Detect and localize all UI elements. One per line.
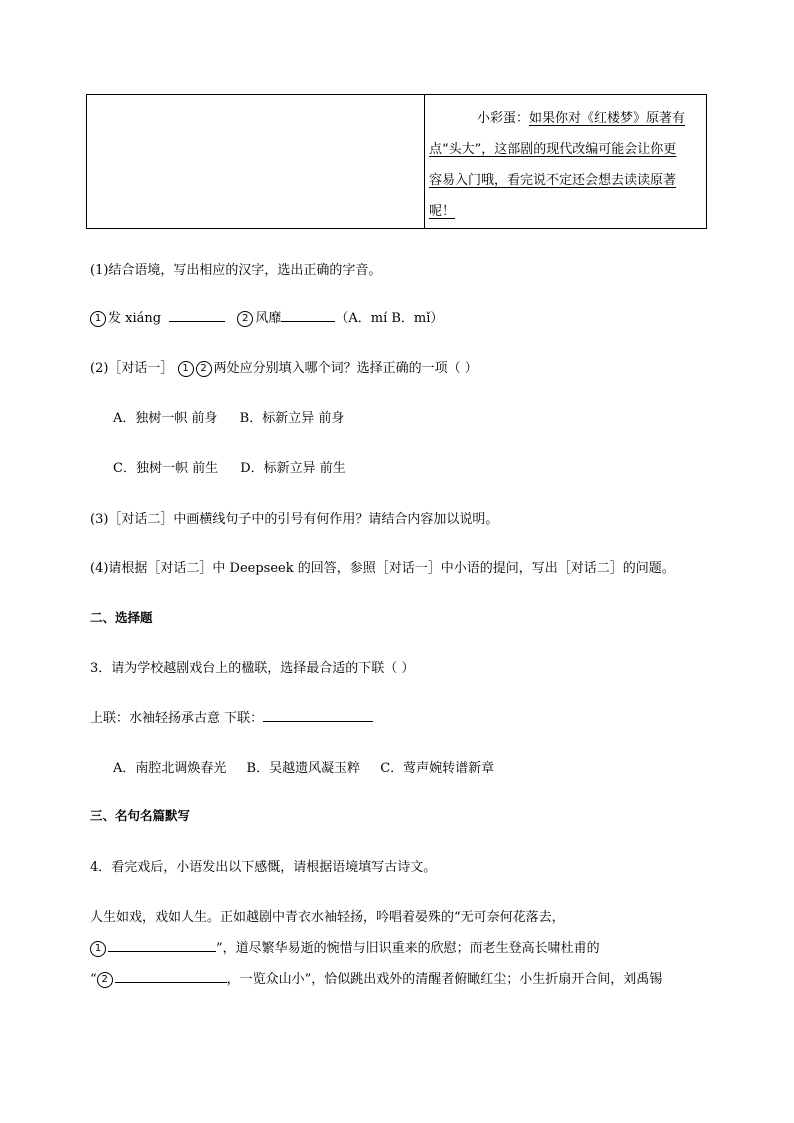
problem-4: 4．看完戏后，小语发出以下感慨，请根据语境填写古诗文。 bbox=[90, 860, 437, 875]
easter-egg-line: 点“头大”，这部剧的现代改编可能会让你更 bbox=[429, 142, 677, 157]
question-2 bbox=[90, 357, 478, 377]
question-1-items bbox=[90, 307, 443, 327]
couplet-blank[interactable] bbox=[263, 707, 373, 722]
q2-options-row-2 bbox=[113, 457, 346, 476]
easter-egg-line: 如果你对《红楼梦》原著有 bbox=[529, 111, 686, 126]
option-a[interactable]: A．独树一帜 前身 bbox=[113, 411, 218, 426]
item-2-text: 风靡 bbox=[255, 311, 282, 326]
option-c[interactable]: C．独树一帜 前生 bbox=[113, 461, 219, 476]
passage-line-3 bbox=[90, 968, 662, 988]
question-4: (4)请根据［对话二］中 Deepseek 的回答，参照［对话一］中小语的提问，写出［对话二］的问题。 bbox=[90, 561, 675, 576]
question-2-prefix: (2)［对话一］ bbox=[90, 361, 174, 376]
option-b[interactable]: B．吴越遗风凝玉粹 bbox=[246, 761, 361, 776]
option-a[interactable]: A．南腔北调焕春光 bbox=[113, 761, 227, 776]
section-heading-recitation: 三、名句名篇默写 bbox=[90, 808, 191, 823]
couplet-upper: 上联：水袖轻扬承古意 下联： bbox=[90, 711, 264, 726]
easter-egg-label: 小彩蛋： bbox=[477, 111, 530, 126]
cell-divider bbox=[424, 95, 425, 228]
question-3: (3)［对话二］中画横线句子中的引号有何作用？请结合内容加以说明。 bbox=[90, 512, 499, 527]
passage-text: ”，道尽繁华易逝的惋惜与旧识重来的欣慰；而老生登高长啸杜甫的 bbox=[216, 941, 600, 956]
question-2-suffix: 两处应分别填入哪个词？选择正确的一项（ ） bbox=[213, 361, 478, 376]
easter-egg-line: 呢！ bbox=[429, 204, 456, 219]
info-table bbox=[86, 94, 707, 229]
easter-egg-cell bbox=[429, 103, 701, 227]
circled-number-2: 2 bbox=[237, 311, 253, 327]
answer-blank-1[interactable] bbox=[169, 307, 225, 322]
problem-3: 3．请为学校越剧戏台上的楹联，选择最合适的下联（ ） bbox=[90, 661, 415, 676]
option-d[interactable]: D．标新立异 前生 bbox=[240, 461, 346, 476]
quote-mark: “ bbox=[90, 972, 97, 987]
item-1-text: 发 xiáng bbox=[108, 311, 162, 326]
passage-text: ，一览众山小”，恰似跳出戏外的清醒者俯瞰红尘；小生折扇开合间，刘禹锡 bbox=[226, 972, 663, 987]
circled-number-2: 2 bbox=[196, 361, 212, 377]
q2-options-row-1 bbox=[113, 407, 344, 426]
easter-egg-line: 容易入门哦，看完说不定还会想去读读原著 bbox=[429, 173, 677, 188]
pronunciation-choices: （A．mí B．mǐ） bbox=[335, 311, 444, 326]
circled-number-2: 2 bbox=[97, 972, 113, 988]
passage-line-2 bbox=[90, 937, 600, 957]
passage-line-1: 人生如戏，戏如人生。正如越剧中青衣水袖轻扬，吟唱着晏殊的“无可奈何花落去， bbox=[90, 910, 565, 925]
circled-number-1: 1 bbox=[90, 941, 106, 957]
option-b[interactable]: B．标新立异 前身 bbox=[239, 411, 345, 426]
poem-blank-1[interactable] bbox=[108, 937, 216, 952]
section-heading-choice: 二、选择题 bbox=[90, 610, 153, 625]
circled-number-1: 1 bbox=[90, 311, 106, 327]
p3-options bbox=[113, 757, 494, 776]
option-c[interactable]: C．莺声婉转谱新章 bbox=[380, 761, 495, 776]
poem-blank-2[interactable] bbox=[115, 968, 227, 983]
circled-number-1: 1 bbox=[178, 361, 194, 377]
question-1: (1)结合语境，写出相应的汉字，选出正确的字音。 bbox=[90, 263, 382, 278]
couplet-line bbox=[90, 707, 373, 726]
answer-blank-2[interactable] bbox=[281, 307, 335, 322]
